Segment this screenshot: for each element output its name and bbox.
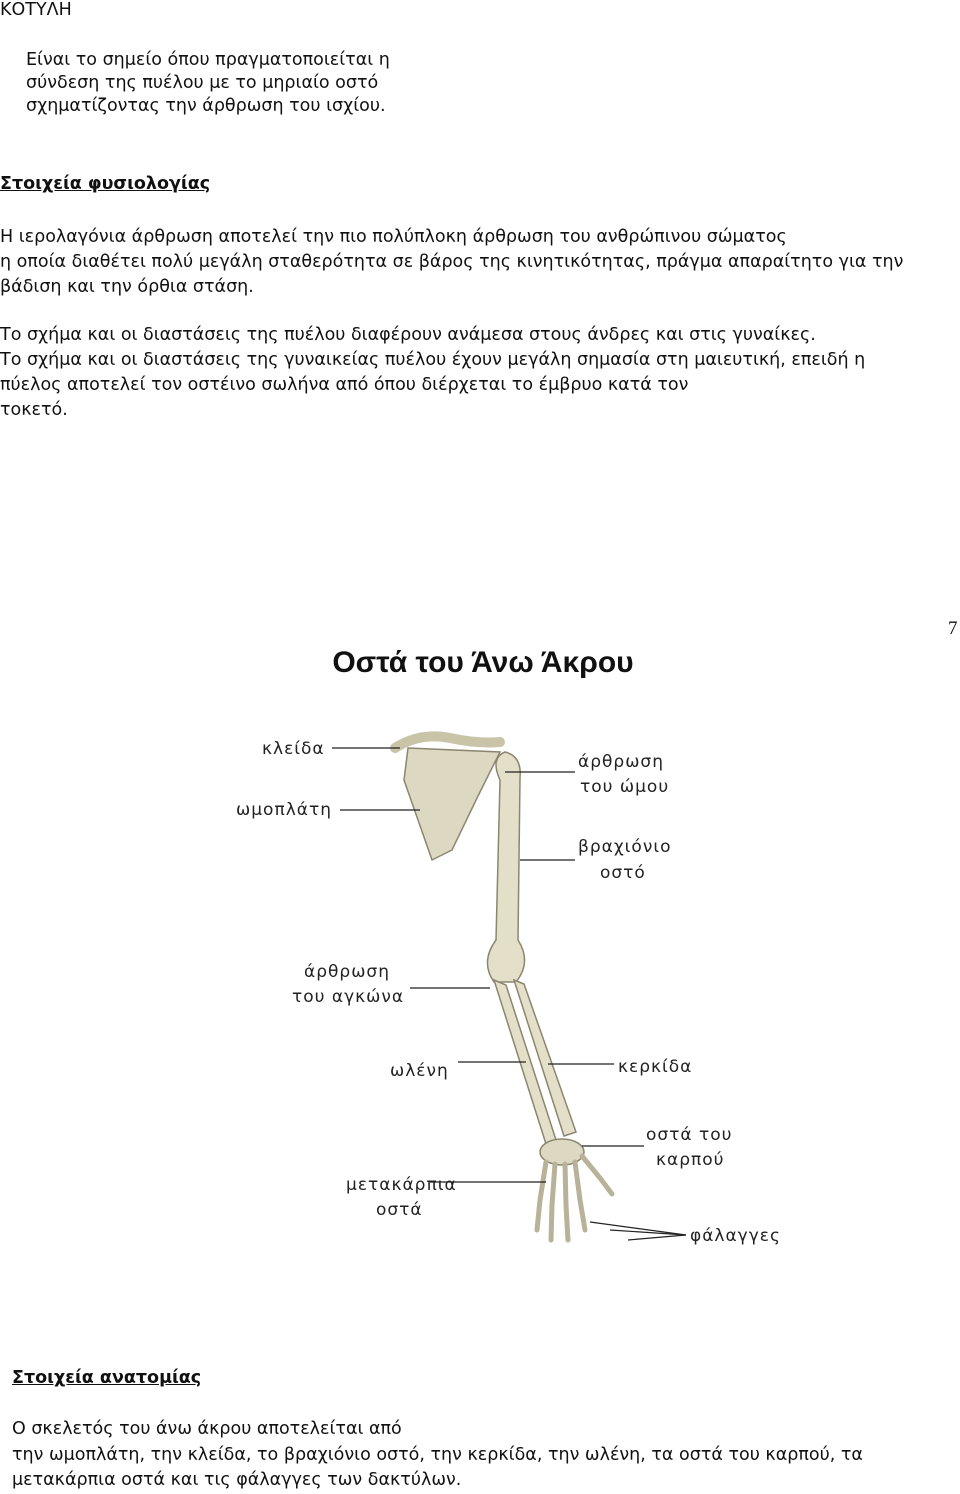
physiology-par1-line-1: Η ιερολαγόνια άρθρωση αποτελεί την πιο πολύπλοκη άρθρωση του ανθρώπινου σώματος xyxy=(0,227,787,247)
physiology-par1-line-2: η οποία διαθέτει πολύ μεγάλη σταθερότητα σε βάρος της κινητικότητας, πράγμα απαραίτητο για την xyxy=(0,252,904,272)
label-vrachionio-2: οστό xyxy=(600,863,646,883)
section-heading-kotyli: ΚΟΤΥΛΗ xyxy=(0,0,72,20)
label-kleida: κλείδα xyxy=(262,739,325,759)
scapula-bone xyxy=(404,748,500,860)
label-metakarpia-1: μετακάρπια xyxy=(346,1175,457,1195)
page-number: 7 xyxy=(948,618,958,639)
anatomy-heading: Στοιχεία ανατομίας xyxy=(12,1368,202,1388)
clavicle-bone xyxy=(395,736,500,748)
label-metakarpia-2: οστά xyxy=(376,1200,423,1220)
label-kerkida: κερκίδα xyxy=(618,1057,693,1077)
humerus-bone xyxy=(487,752,524,982)
physiology-par2-line-3: πύελος αποτελεί τον οστέινο σωλήνα από όπου διέρχεται το έμβρυο κατά τον xyxy=(0,375,689,395)
physiology-par2-line-1: Το σχήμα και οι διαστάσεις της πυέλου διαφέρουν ανάμεσα στους άνδρες και στις γυναίκες. xyxy=(0,325,816,345)
label-omoplati: ωμοπλάτη xyxy=(236,800,332,820)
physiology-heading: Στοιχεία φυσιολογίας xyxy=(0,174,211,194)
physiology-par1-line-3: βάδιση και την όρθια στάση. xyxy=(0,277,254,297)
label-karpos-2: καρπού xyxy=(656,1150,725,1170)
kotyli-text-line-3: σχηματίζοντας την άρθρωση του ισχίου. xyxy=(26,96,386,116)
label-vrachionio-1: βραχιόνιο xyxy=(578,837,672,857)
hand-bones xyxy=(537,1156,612,1240)
kotyli-text-line-2: σύνδεση της πυέλου με το μηριαίο οστό xyxy=(26,73,379,93)
upper-limb-skeleton-figure xyxy=(0,700,960,1300)
anatomy-text-line-3: μετακάρπια οστά και τις φάλαγγες των δακτύλων. xyxy=(12,1470,462,1490)
figure-title: Οστά του Άνω Άκρου xyxy=(332,646,634,679)
label-falagges: φάλαγγες xyxy=(690,1226,781,1246)
label-arthrosi-omou-1: άρθρωση xyxy=(578,752,664,772)
anatomy-text-line-1: Ο σκελετός του άνω άκρου αποτελείται από xyxy=(12,1419,402,1439)
kotyli-text-line-1: Είναι το σημείο όπου πραγματοποιείται η xyxy=(26,50,390,70)
label-arthrosi-omou-2: του ώμου xyxy=(580,777,670,797)
physiology-par2-line-4: τοκετό. xyxy=(0,400,68,420)
physiology-par2-line-2: Το σχήμα και οι διαστάσεις της γυναικείας πυέλου έχουν μεγάλη σημασία στη μαιευτική, επειδή η xyxy=(0,350,866,370)
label-olini: ωλένη xyxy=(390,1061,449,1081)
label-karpos-1: οστά του xyxy=(646,1125,733,1145)
label-arthrosi-agkona-2: του αγκώνα xyxy=(292,987,405,1007)
label-arthrosi-agkona-1: άρθρωση xyxy=(304,962,390,982)
anatomy-text-line-2: την ωμοπλάτη, την κλείδα, το βραχιόνιο οστό, την κερκίδα, την ωλένη, τα οστά του καρπού, τα xyxy=(12,1445,863,1465)
